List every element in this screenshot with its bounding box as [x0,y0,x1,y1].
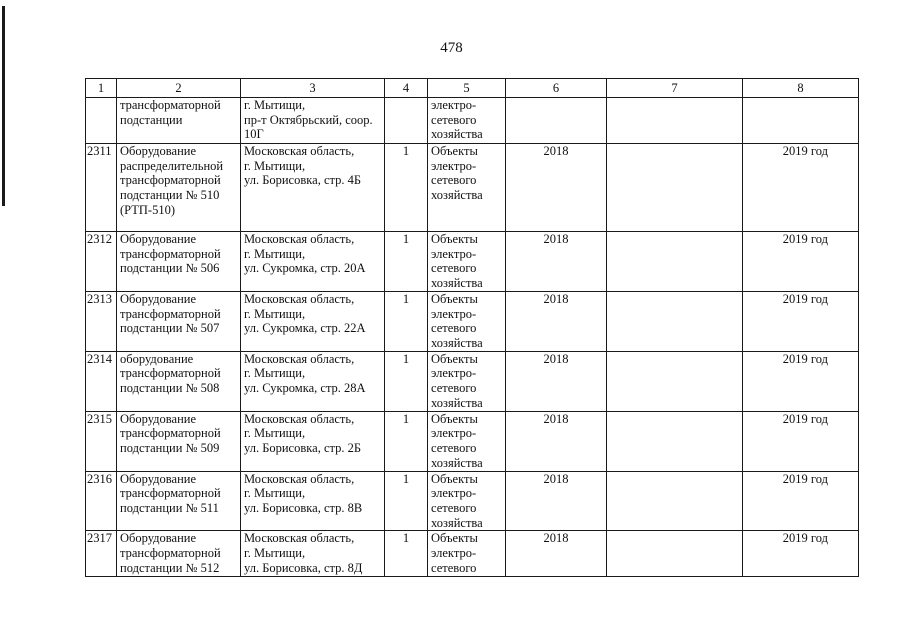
object-name-cell [117,291,241,351]
object-type-cell [428,471,506,531]
table-row [86,98,859,144]
object-type-cell-line: хозяйства [431,335,483,350]
object-name-cell-line: подстанции № 512 [120,560,220,575]
table-row [86,351,859,411]
table-row [86,144,859,232]
object-name-cell [117,471,241,531]
column-7-cell [607,144,743,232]
address-cell-line: ул. Сукромка, стр. 22А [244,321,366,336]
row-number-cell: 2317 [86,531,117,576]
object-name-cell-line: Оборудование [120,471,197,486]
object-name-cell-line: Оборудование [120,531,197,546]
object-name-cell-line: распределительной [120,158,224,173]
year-cell: 2018 [506,351,607,411]
object-type-cell-line: сетевого [431,173,477,188]
header-col-8: 8 [743,79,859,98]
quantity-cell: 1 [385,531,428,576]
object-type-cell-line: сетевого [431,112,477,127]
address-cell-line: ул. Борисовка, стр. 2Б [244,441,362,456]
object-type-cell-line: электро- [431,486,477,501]
object-name-cell-line: Оборудование [120,411,197,426]
quantity-cell: 1 [385,144,428,232]
object-name-cell-line: подстанции № 509 [120,441,220,456]
quantity-cell: 1 [385,291,428,351]
header-col-4: 4 [385,79,428,98]
object-name-cell-line: Оборудование [120,232,197,246]
year-cell: 2018 [506,232,607,292]
object-name-cell-line: подстанции № 510 [120,188,220,203]
object-type-cell [428,531,506,576]
object-name-cell [117,531,241,576]
address-cell-line: Московская область, [244,144,355,158]
header-col-2: 2 [117,79,241,98]
year-cell: 2018 [506,471,607,531]
table-row [86,411,859,471]
deadline-cell: 2019 год [743,471,859,531]
object-name-cell [117,232,241,292]
address-cell-line: г. Мытищи, [244,546,306,561]
object-name-cell [117,411,241,471]
address-cell-line: г. Мытищи, [244,426,306,441]
address-cell [241,471,385,531]
object-type-cell-line: Объекты [431,144,478,158]
row-number-cell: 2313 [86,291,117,351]
object-type-cell-line: сетевого [431,441,477,456]
object-name-cell-line: подстанции № 507 [120,321,220,336]
object-name-cell-line: трансформаторной [120,486,221,501]
object-name-cell-line: оборудование [120,351,194,366]
column-7-cell [607,232,743,292]
column-7-cell [607,291,743,351]
object-type-cell-line: электро- [431,246,477,261]
address-cell-line: пр-т Октябрьский, соор. [244,112,373,127]
object-name-cell-line: трансформаторной [120,306,221,321]
object-type-cell-line: Объекты [431,291,478,306]
object-name-cell-line: подстанции № 508 [120,381,220,396]
row-number-cell: 2311 [86,144,117,232]
object-name-cell-line: подстанции № 506 [120,261,220,276]
address-cell [241,291,385,351]
row-number-cell: 2316 [86,471,117,531]
quantity-cell: 1 [385,351,428,411]
address-cell [241,98,385,144]
address-cell-line: Московская область, [244,411,355,426]
object-type-cell-line: хозяйства [431,515,483,530]
row-number-cell: 2315 [86,411,117,471]
object-name-cell-line: трансформаторной [120,246,221,261]
object-type-cell-line: хозяйства [431,395,483,410]
address-cell-line: ул. Борисовка, стр. 8Д [244,560,363,575]
object-type-cell-line: хозяйства [431,127,483,142]
address-cell-line: Московская область, [244,471,355,486]
object-type-cell [428,144,506,232]
object-name-cell-line: подстанции № 511 [120,501,219,516]
deadline-cell [743,98,859,144]
page-number: 478 [440,40,463,56]
year-cell: 2018 [506,144,607,232]
object-name-cell-line: трансформаторной [120,98,221,112]
deadline-cell: 2019 год [743,291,859,351]
object-type-cell-line: Объекты [431,411,478,426]
address-cell-line: г. Мытищи, [244,158,306,173]
header-col-3: 3 [241,79,385,98]
address-cell-line: Московская область, [244,232,355,246]
header-col-7: 7 [607,79,743,98]
address-cell-line: г. Мытищи, [244,486,306,501]
object-name-cell [117,98,241,144]
object-type-cell-line: сетевого [431,381,477,396]
register-table [85,78,859,577]
object-name-cell-line: подстанции [120,112,183,127]
object-type-cell-line: электро- [431,366,477,381]
object-name-cell [117,351,241,411]
object-type-cell [428,351,506,411]
header-row [86,79,859,98]
column-7-cell [607,98,743,144]
address-cell-line: ул. Сукромка, стр. 20А [244,261,366,276]
address-cell-line: г. Мытищи, [244,306,306,321]
object-type-cell [428,98,506,144]
object-type-cell-line: электро- [431,98,477,112]
object-name-cell [117,144,241,232]
address-cell-line: Московская область, [244,291,355,306]
object-type-cell-line: Объекты [431,471,478,486]
object-type-cell-line: электро- [431,306,477,321]
object-name-cell-line: Оборудование [120,291,197,306]
column-7-cell [607,471,743,531]
object-name-cell-line: (РТП-510) [120,202,176,217]
address-cell [241,531,385,576]
table-row [86,232,859,292]
object-type-cell [428,291,506,351]
address-cell-line: г. Мытищи, [244,98,306,112]
address-cell-line: 10Г [244,127,264,142]
year-cell [506,98,607,144]
object-type-cell [428,232,506,292]
object-type-cell-line: электро- [431,426,477,441]
deadline-cell: 2019 год [743,351,859,411]
table-row [86,471,859,531]
address-cell [241,232,385,292]
column-7-cell [607,531,743,576]
object-name-cell-line: трансформаторной [120,366,221,381]
object-type-cell-line: сетевого [431,560,477,575]
quantity-cell: 1 [385,411,428,471]
address-cell [241,411,385,471]
object-name-cell-line: трансформаторной [120,173,221,188]
address-cell-line: г. Мытищи, [244,366,306,381]
object-type-cell [428,411,506,471]
quantity-cell: 1 [385,471,428,531]
address-cell-line: г. Мытищи, [244,246,306,261]
deadline-cell: 2019 год [743,531,859,576]
quantity-cell [385,98,428,144]
table-row [86,291,859,351]
object-type-cell-line: хозяйства [431,455,483,470]
column-7-cell [607,351,743,411]
object-type-cell-line: сетевого [431,261,477,276]
object-name-cell-line: трансформаторной [120,546,221,561]
deadline-cell: 2019 год [743,232,859,292]
address-cell-line: ул. Борисовка, стр. 8В [244,501,363,516]
column-7-cell [607,411,743,471]
year-cell: 2018 [506,411,607,471]
row-number-cell: 2314 [86,351,117,411]
binding-mark [2,6,5,206]
address-cell-line: ул. Сукромка, стр. 28А [244,381,366,396]
header-col-5: 5 [428,79,506,98]
object-type-cell-line: Объекты [431,232,478,246]
row-number-cell: 2312 [86,232,117,292]
address-cell [241,144,385,232]
address-cell-line: ул. Борисовка, стр. 4Б [244,173,362,188]
table-row [86,531,859,576]
header-col-6: 6 [506,79,607,98]
object-type-cell-line: Объекты [431,351,478,366]
object-type-cell-line: электро- [431,158,477,173]
object-type-cell-line: Объекты [431,531,478,546]
year-cell: 2018 [506,531,607,576]
object-name-cell-line: трансформаторной [120,426,221,441]
deadline-cell: 2019 год [743,411,859,471]
quantity-cell: 1 [385,232,428,292]
object-type-cell-line: хозяйства [431,276,483,291]
object-type-cell-line: сетевого [431,501,477,516]
address-cell-line: Московская область, [244,531,355,546]
row-number-cell [86,98,117,144]
object-type-cell-line: электро- [431,546,477,561]
address-cell [241,351,385,411]
header-col-1: 1 [86,79,117,98]
year-cell: 2018 [506,291,607,351]
object-name-cell-line: Оборудование [120,144,197,158]
object-type-cell-line: сетевого [431,321,477,336]
deadline-cell: 2019 год [743,144,859,232]
object-type-cell-line: хозяйства [431,188,483,203]
address-cell-line: Московская область, [244,351,355,366]
